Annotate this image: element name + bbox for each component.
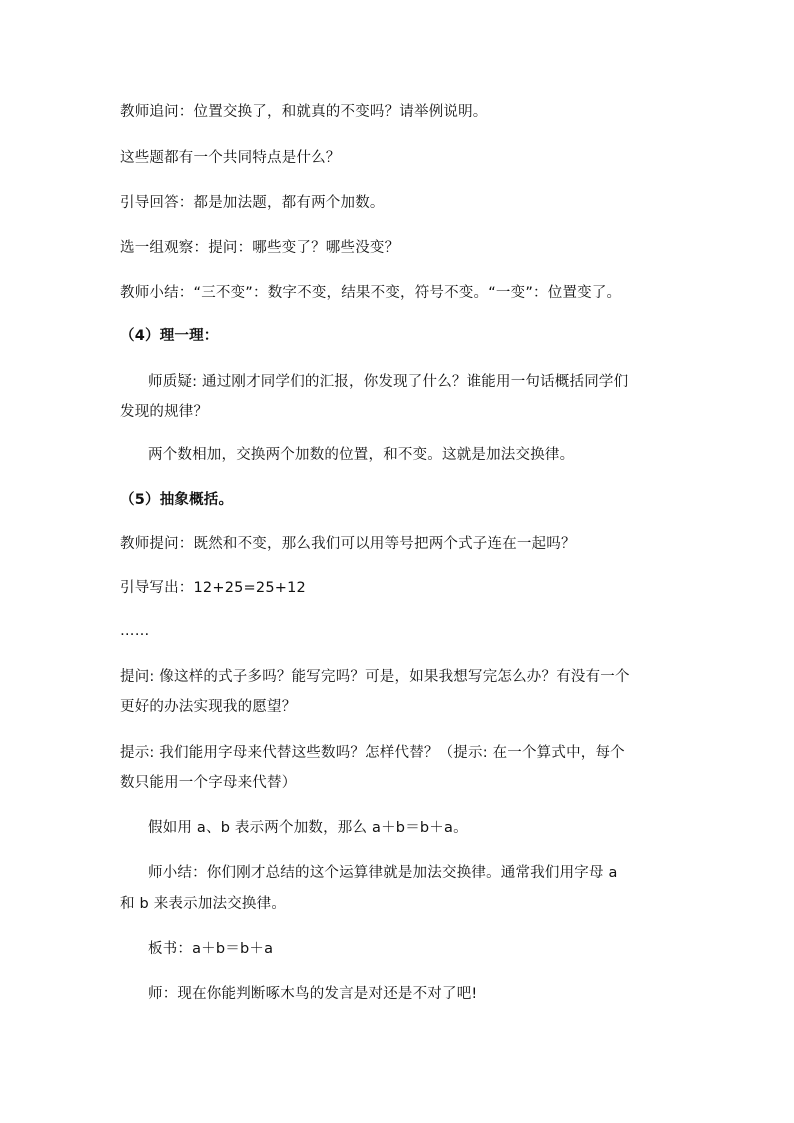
paragraph-line: 两个数相加，交换两个加数的位置，和不变。这就是加法交换律。 (148, 447, 575, 463)
paragraph-line: 数只能用一个字母来代替） (120, 775, 297, 791)
paragraph-line: 师质疑: 通过刚才同学们的汇报，你发现了什么？谁能用一句话概括同学们 (148, 374, 629, 390)
paragraph-line: 和 b 来表示加法交换律。 (120, 896, 287, 912)
paragraph-line: 这些题都有一个共同特点是什么？ (120, 150, 341, 166)
paragraph-line: 教师小结：“三不变”：数字不变，结果不变，符号不变。“一变”：位置变了。 (120, 285, 622, 301)
paragraph-line: …… (120, 623, 150, 639)
paragraph-line: 师：现在你能判断啄木鸟的发言是对还是不对了吧! (148, 986, 478, 1002)
paragraph-line: 引导写出：12+25=25+12 (120, 580, 306, 596)
paragraph-line: 教师提问：既然和不变，那么我们可以用等号把两个式子连在一起吗？ (120, 536, 576, 552)
paragraph-line: 教师追问：位置交换了，和就真的不变吗？请举例说明。 (120, 104, 488, 120)
paragraph-line: 提示: 我们能用字母来代替这些数吗？怎样代替？（提示: 在一个算式中，每个 (120, 745, 625, 761)
paragraph-line: 假如用 a、b 表示两个加数，那么 a＋b＝b＋a。 (148, 820, 468, 836)
paragraph-line: 引导回答：都是加法题，都有两个加数。 (120, 195, 385, 211)
paragraph-line: 选一组观察：提问：哪些变了？哪些没变？ (120, 240, 400, 256)
section-heading-5: （5）抽象概括。 (120, 492, 234, 508)
section-heading-4: （4）理一理： (120, 328, 219, 344)
paragraph-line: 师小结：你们刚才总结的这个运算律就是加法交换律。通常我们用字母 a (148, 865, 618, 881)
paragraph-line: 更好的办法实现我的愿望？ (120, 699, 297, 715)
paragraph-line: 板书：a＋b＝b＋a (148, 941, 274, 957)
paragraph-line: 提问: 像这样的式子多吗？能写完吗？可是，如果我想写完怎么办？有没有一个 (120, 669, 630, 685)
paragraph-line: 发现的规律？ (120, 404, 209, 420)
